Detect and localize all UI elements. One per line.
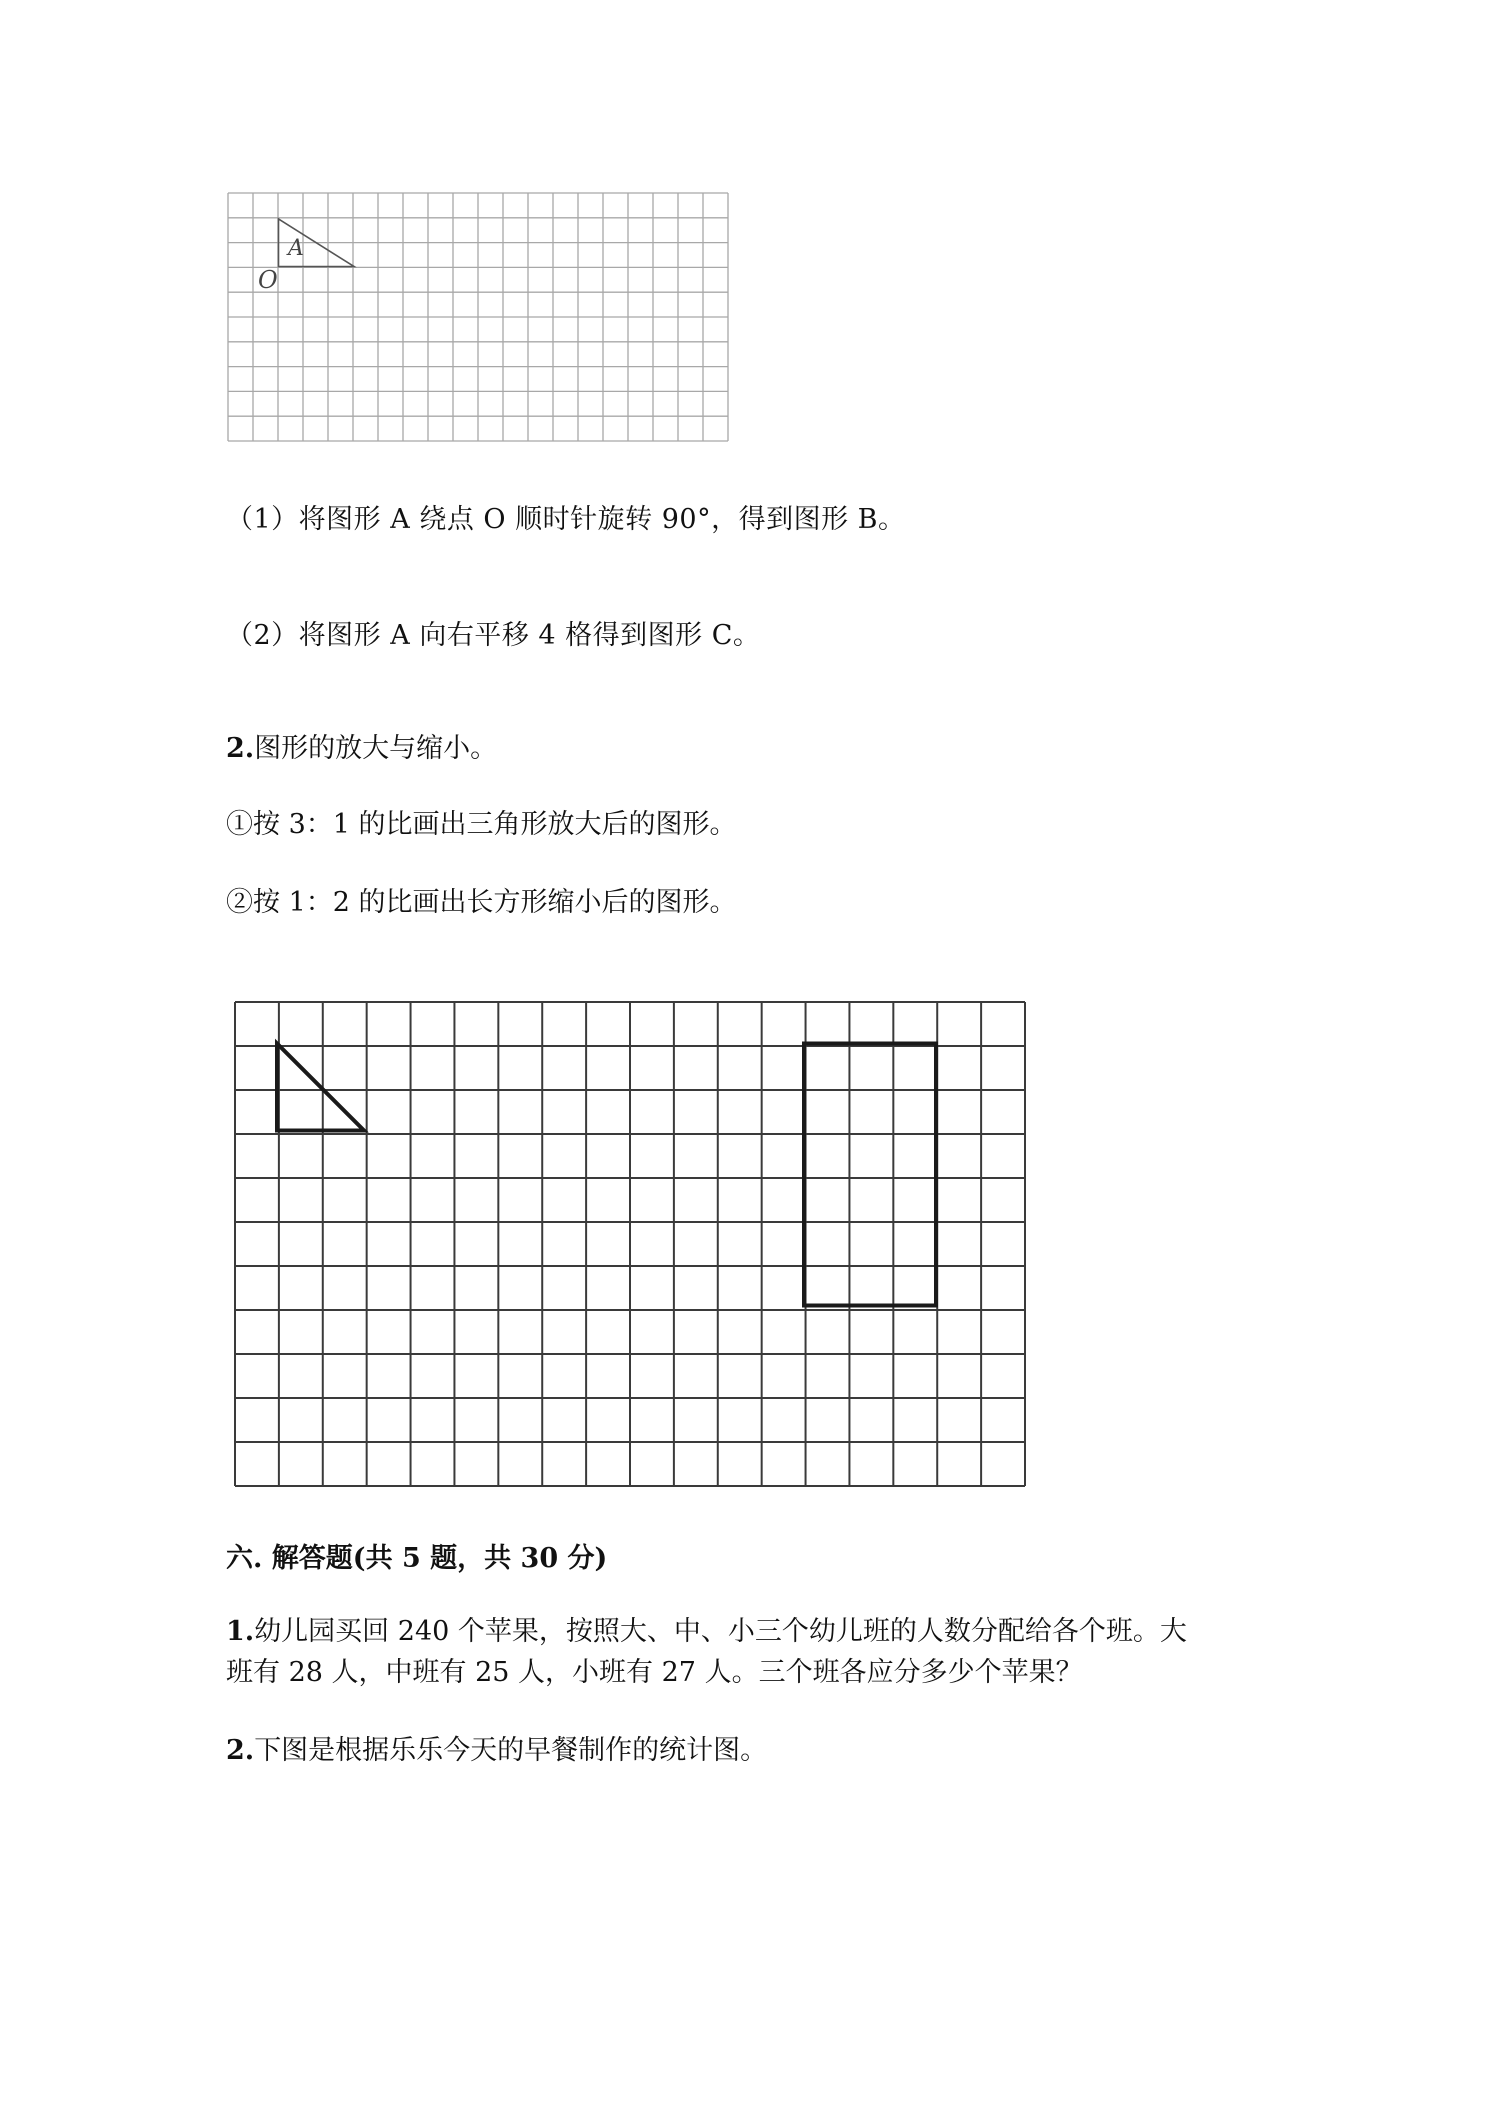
section6-heading: 六. 解答题(共 5 题，共 30 分) bbox=[226, 1543, 608, 1574]
q2-title-text: 图形的放大与缩小。 bbox=[254, 733, 498, 764]
s6-q1-text-line1: 幼儿园买回 240 个苹果，按照大、中、小三个幼儿班的人数分配给各个班。大 bbox=[254, 1616, 1187, 1647]
q2-item2: ②按 1：2 的比画出长方形缩小后的图形。 bbox=[226, 887, 737, 918]
scaling-grid-figure bbox=[233, 1000, 1027, 1488]
s6-q2-line bbox=[226, 1728, 767, 1767]
s6-q1-number: 1. bbox=[226, 1616, 255, 1647]
small-triangle bbox=[277, 1044, 364, 1131]
s6-q2-text: 下图是根据乐乐今天的早餐制作的统计图。 bbox=[254, 1735, 768, 1766]
rotation-grid-figure bbox=[226, 191, 730, 443]
scaling-grid bbox=[235, 1002, 1025, 1486]
q1-part1-text: （1）将图形 A 绕点 O 顺时针旋转 90°，得到图形 B。 bbox=[226, 504, 906, 535]
s6-q1-line2: 班有 28 人，中班有 25 人，小班有 27 人。三个班各应分多少个苹果？ bbox=[226, 1657, 1083, 1688]
s6-q2-number: 2. bbox=[226, 1735, 255, 1766]
s6-q1-line1 bbox=[226, 1609, 1187, 1648]
q2-title bbox=[226, 726, 497, 765]
q1-part2-text: （2）将图形 A 向右平移 4 格得到图形 C。 bbox=[226, 620, 761, 651]
q2-item1: ①按 3：1 的比画出三角形放大后的图形。 bbox=[226, 809, 737, 840]
triangle-a-label: A bbox=[288, 236, 304, 261]
point-o-label: O bbox=[258, 266, 278, 294]
q2-number: 2. bbox=[226, 733, 255, 764]
rotation-grid bbox=[228, 193, 728, 441]
